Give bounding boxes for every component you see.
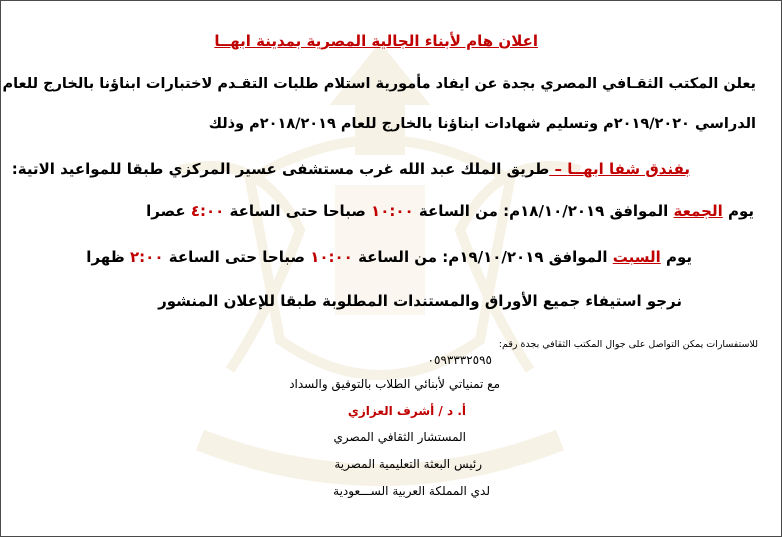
day2-name: السبت bbox=[612, 248, 661, 266]
day1-end-time: ٤:٠٠ bbox=[190, 202, 225, 220]
signature-name: أ. د / أشرف العزازي bbox=[347, 404, 466, 418]
schedule-day-1 bbox=[146, 202, 754, 220]
inquiry-note: للاستفسارات يمكن التواصل على جوال المكتب الثقافي بجدة رقم: bbox=[498, 339, 758, 350]
documents-request: نرجو استيفاء جميع الأوراق والمستندات المطلوبة طبقا للإعلان المنشور bbox=[158, 292, 682, 310]
venue-place: بفندق شفا ابهــا bbox=[567, 160, 690, 178]
day2-mid: صباحا حتى الساعة bbox=[163, 248, 311, 266]
day2-date: الموافق ١٩/١٠/٢٠١٩م: من الساعة bbox=[352, 248, 613, 266]
day1-prefix: يوم bbox=[722, 202, 754, 220]
intro-line-2: الدراسي ٢٠١٩/٢٠٢٠م وتسليم شهادات ابناؤنا بالخارج للعام ٢٠١٨/٢٠١٩م وذلك bbox=[208, 116, 756, 132]
day2-start-time: ١٠:٠٠ bbox=[310, 248, 353, 266]
day1-date: الموافق ١٨/١٠/٢٠١٩م: من الساعة bbox=[413, 202, 674, 220]
signature-role-1: المستشار الثقافي المصري bbox=[333, 430, 466, 444]
intro-line-1: يعلن المكتب الثقـافي المصري بجدة عن ايفاد مأمورية استلام طلبات التقـدم لاختبارات ابناؤنا بالخارج للعام bbox=[2, 76, 756, 92]
signature-role-2: رئيس البعثة التعليمية المصرية bbox=[334, 457, 482, 471]
venue-address: طريق الملك عبد الله غرب مستشفى عسير المركزي طبقا للمواعيد الاتية: bbox=[11, 160, 550, 178]
signature-role-3: لدي المملكة العربية الســـعودية bbox=[333, 484, 490, 498]
venue-line bbox=[12, 160, 690, 178]
day1-name: الجمعة bbox=[673, 202, 723, 220]
phone-number: ٠٥٩٣٣٣٢٥٩٥ bbox=[427, 353, 492, 367]
day2-suffix: ظهرا bbox=[86, 248, 131, 266]
day2-end-time: ٢:٠٠ bbox=[130, 248, 164, 266]
day1-mid: صباحا حتى الساعة bbox=[224, 202, 372, 220]
day1-start-time: ١٠:٠٠ bbox=[371, 202, 414, 220]
venue-dash: – bbox=[549, 160, 568, 178]
day1-suffix: عصرا bbox=[146, 202, 191, 220]
day2-prefix: يوم bbox=[660, 248, 692, 266]
schedule-day-2 bbox=[86, 248, 692, 266]
announcement-title: اعلان هام لأبناء الجالية المصرية بمدينة ابهــا bbox=[214, 32, 538, 50]
signature-wishes: مع تمنياتي لأبنائي الطلاب بالتوفيق والسداد bbox=[289, 377, 500, 391]
